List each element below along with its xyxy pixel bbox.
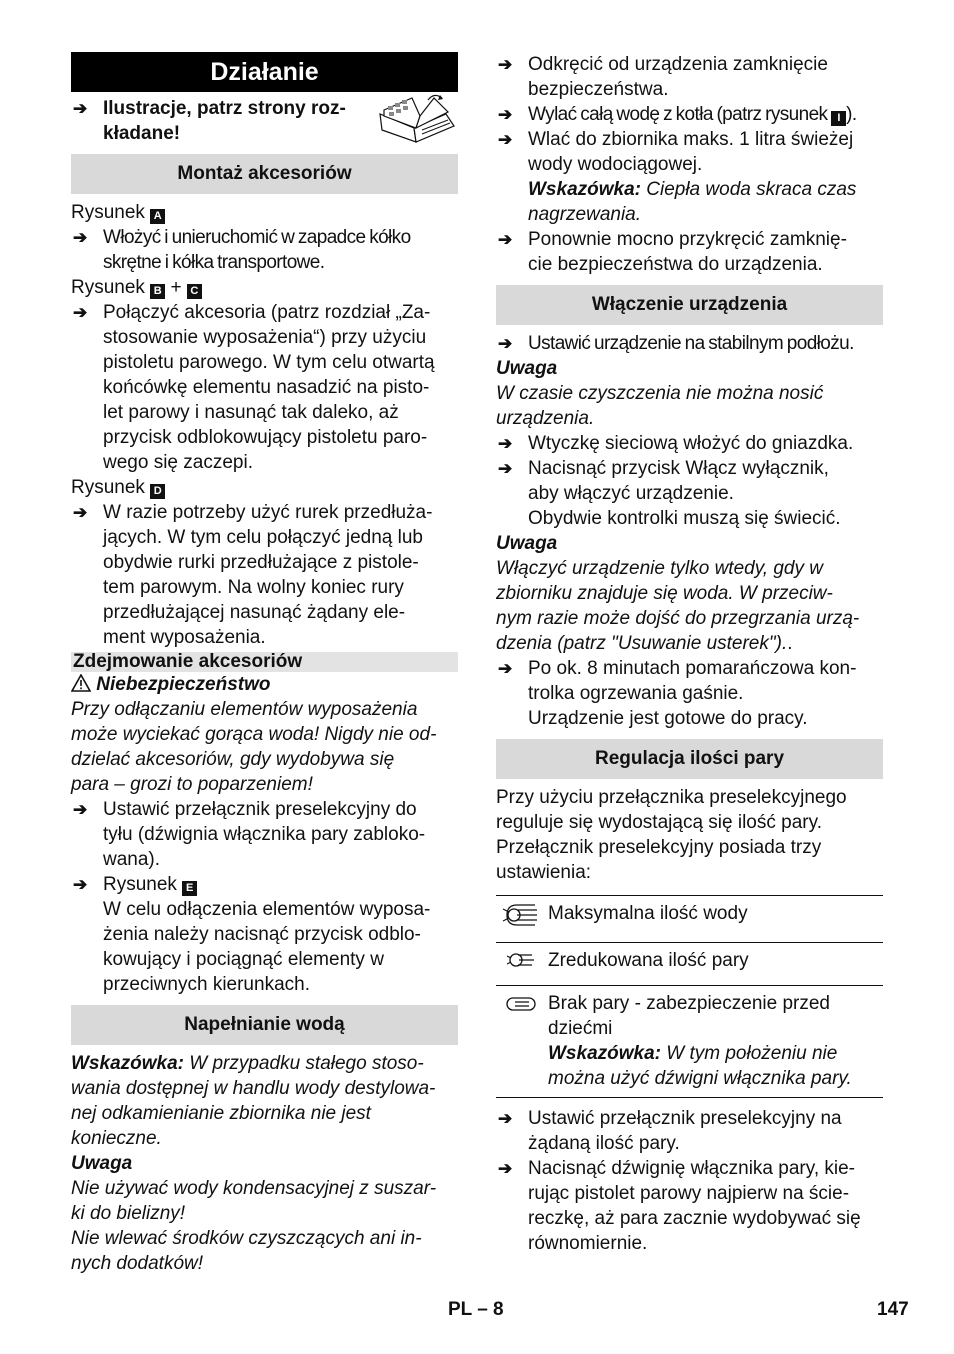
bullet	[71, 225, 458, 275]
text-line: W celu odłączenia elementów wyposa-	[103, 899, 431, 920]
text-line: Ilustracje, patrz strony roz-	[103, 98, 346, 119]
uwaga-text	[496, 556, 883, 656]
bullet	[496, 227, 883, 277]
text-line: W czasie czyszczenia nie można nosić	[496, 383, 824, 404]
hint-label: Wskazówka:	[71, 1053, 184, 1074]
settings-table	[496, 895, 883, 1098]
text-line: kładane!	[103, 123, 181, 144]
bullet	[71, 872, 458, 997]
regul-header: Regulacja ilości pary	[496, 739, 883, 779]
uwaga-heading: Uwaga	[496, 533, 558, 554]
icon-cell	[496, 943, 546, 986]
wlacz-header: Włączenie urządzenia	[496, 285, 883, 325]
text-line: kowujący i pociągnąć elementy w	[103, 949, 384, 970]
text: Wtyczkę sieciową włożyć do gniazdka.	[528, 433, 854, 454]
bullet	[71, 797, 458, 872]
text-line: przycisk odblokowujący pistoletu paro-	[103, 427, 428, 448]
illustrations-note	[71, 96, 458, 146]
uwaga-text	[71, 1176, 458, 1276]
table-row	[496, 943, 883, 986]
text-line: Nacisnąć dźwignię włącznika pary, kie-	[528, 1158, 855, 1179]
text-line: może wyciekać gorąca woda! Nigdy nie od-	[71, 724, 437, 745]
figure-box: E	[182, 881, 197, 896]
figure-box: I	[831, 111, 846, 126]
text-line: Urządzenie jest gotowe do pracy.	[528, 708, 808, 729]
bullet	[496, 102, 883, 127]
text: .	[787, 633, 793, 654]
text-line: tyłu (dźwignia włącznika pary zabloko-	[103, 824, 426, 845]
text-line: Obydwie kontrolki muszą się świecić.	[528, 508, 841, 529]
icon-cell	[496, 896, 546, 943]
text-line: nej odkamienianie zbiornika nie jest	[71, 1103, 371, 1124]
bullet	[496, 127, 883, 227]
text-line: Ponownie mocno przykręcić zamknię-	[528, 229, 847, 250]
text-line: Po ok. 8 minutach pomarańczowa kon-	[528, 658, 857, 679]
text-line: cie bezpieczeństwa do urządzenia.	[528, 254, 823, 275]
bullet	[496, 331, 883, 356]
text: Ustawić urządzenie na stabilnym podłożu.	[528, 333, 854, 354]
text-line: ment wyposażenia.	[103, 627, 266, 648]
text-line: W tym położeniu nie	[660, 1043, 838, 1064]
text: Rysunek	[71, 477, 145, 498]
text-line: wania dostępnej w handlu wody destylowa-	[71, 1078, 436, 1099]
montaz-header: Montaż akcesoriów	[71, 154, 458, 194]
text-line: ki do bielizny!	[71, 1203, 186, 1224]
table-row	[496, 986, 883, 1098]
reduced-steam-icon	[504, 948, 538, 972]
text-line: W przypadku stałego stoso-	[183, 1053, 424, 1074]
setting-text: Zredukowana ilość pary	[546, 943, 883, 986]
text-line: Nie wlewać środków czyszczących ani in-	[71, 1228, 422, 1249]
bullet	[71, 96, 368, 146]
text-line: Nacisnąć przycisk Włącz wyłącznik,	[528, 458, 829, 479]
open-book-icon	[376, 92, 458, 144]
text-line: urządzenia.	[496, 408, 595, 429]
text-line: stosowanie wyposażenia“) przy użyciu	[103, 327, 427, 348]
text-line: wego się zaczepi.	[103, 452, 253, 473]
warning-icon	[71, 674, 91, 692]
right-column	[496, 52, 883, 1256]
table-row	[496, 896, 883, 943]
uwaga-heading: Uwaga	[496, 358, 558, 379]
text-line: nagrzewania.	[528, 204, 642, 225]
danger-heading	[71, 672, 458, 697]
text-line: tem parowym. Na wolny koniec rury	[103, 577, 404, 598]
bullet	[496, 656, 883, 731]
figure-box: A	[150, 209, 165, 224]
text-line: ustawienia:	[496, 862, 592, 883]
text-line: let parowy i nasunąć tak daleko, aż	[103, 402, 399, 423]
text: Rysunek	[103, 874, 177, 895]
text-line: W razie potrzeby użyć rurek przedłuża-	[103, 502, 433, 523]
hint-label: Wskazówka:	[528, 179, 641, 200]
text-line: można użyć dźwigni włącznika pary.	[548, 1068, 852, 1089]
text-line: Ustawić przełącznik preselekcyjny do	[103, 799, 417, 820]
text: Niebezpieczeństwo	[96, 674, 271, 695]
text-line: Przy odłączaniu elementów wyposażenia	[71, 699, 418, 720]
text-line: nym razie może dojść do przegrzania urzą-	[496, 608, 860, 629]
text-line: Wlać do zbiornika maks. 1 litra świeżej	[528, 129, 854, 150]
bullet	[496, 1106, 883, 1156]
bullet	[496, 1156, 883, 1256]
setting-text: Maksymalna ilość wody	[546, 896, 883, 943]
text-line: Brak pary - zabezpieczenie przed	[548, 993, 830, 1014]
text-line: jących. W tym celu połączyć jedną lub	[103, 527, 423, 548]
text-line: Ustawić przełącznik preselekcyjny na	[528, 1108, 842, 1129]
text-line: Ciepła woda skraca czas	[640, 179, 857, 200]
hint-label: Wskazówka:	[548, 1043, 661, 1064]
text-line: przeciwnych kierunkach.	[103, 974, 310, 995]
figure-box: B	[150, 284, 165, 299]
text-line: Nie używać wody kondensacyjnej z suszar-	[71, 1178, 437, 1199]
text-line: obydwie rurki przedłużające z pistole-	[103, 552, 419, 573]
hint	[71, 1051, 458, 1151]
text-line: skrętne i kółka transportowe.	[103, 252, 325, 273]
page-number: 147	[877, 1299, 909, 1320]
napel-header: Napełnianie wodą	[71, 1005, 458, 1045]
uwaga-heading: Uwaga	[71, 1153, 133, 1174]
text-line: równomiernie.	[528, 1233, 648, 1254]
figure-ref	[71, 275, 458, 300]
uwaga-text	[496, 381, 883, 431]
bullet	[71, 500, 458, 650]
text-line: aby włączyć urządzenie.	[528, 483, 734, 504]
text: Rysunek	[71, 277, 145, 298]
zdejm-header: Zdejmowanie akcesoriów	[71, 652, 458, 672]
text-line: Połączyć akcesoria (patrz rozdział „Za-	[103, 302, 431, 323]
text-line: dzielać akcesoriów, gdy wydobywa się	[71, 749, 395, 770]
text-line: przedłużającej nasunąć żądany ele-	[103, 602, 406, 623]
text-line: reguluje się wydostającą się ilość pary.	[496, 812, 822, 833]
section-title: Działanie	[71, 52, 458, 92]
bullet	[71, 300, 458, 475]
text-line: trolka ogrzewania gaśnie.	[528, 683, 744, 704]
text-line: pistoletu parowego. W tym celu otwartą	[103, 352, 435, 373]
setting-text	[546, 986, 883, 1098]
text-line: dzenia (patrz "Usuwanie usterek").	[496, 633, 788, 654]
text-line: Włożyć i unieruchomić w zapadce kółko	[103, 227, 411, 248]
figure-ref	[71, 200, 458, 225]
text-line: wody wodociągowej.	[528, 154, 703, 175]
left-column	[71, 52, 458, 1276]
no-steam-icon	[503, 991, 539, 1017]
intro-text	[496, 785, 883, 885]
text: Rysunek	[71, 202, 145, 223]
text: +	[170, 277, 182, 298]
text-line: końcówkę elementu nasadzić na pisto-	[103, 377, 430, 398]
figure-ref	[71, 475, 458, 500]
bullet	[496, 431, 883, 456]
text: ).	[846, 104, 857, 125]
text-line: dziećmi	[548, 1018, 613, 1039]
max-steam-icon	[501, 901, 541, 929]
text-line: para – grozi to poparzeniem!	[71, 774, 313, 795]
text: Wylać całą wodę z kotła (patrz rysunek	[528, 104, 828, 125]
danger-text	[71, 697, 458, 797]
text-line: nych dodatków!	[71, 1253, 204, 1274]
text-line: bezpieczeństwa.	[528, 79, 669, 100]
text-line: żądaną ilość pary.	[528, 1133, 680, 1154]
text-line: wana).	[103, 849, 161, 870]
figure-box: D	[150, 484, 165, 499]
text-line: rując pistolet parowy najpierw na ście-	[528, 1183, 850, 1204]
page-label: PL – 8	[448, 1299, 504, 1320]
text-line: reczkę, aż para zacznie wydobywać się	[528, 1208, 861, 1229]
text-line: Odkręcić od urządzenia zamknięcie	[528, 54, 828, 75]
text-line: Włączyć urządzenie tylko wtedy, gdy w	[496, 558, 823, 579]
text-line: Przy użyciu przełącznika preselekcyjnego	[496, 787, 847, 808]
text-line: Przełącznik preselekcyjny posiada trzy	[496, 837, 822, 858]
icon-cell	[496, 986, 546, 1098]
text-line: konieczne.	[71, 1128, 162, 1149]
text-line: zbiorniku znajduje się woda. W przeciw-	[496, 583, 833, 604]
figure-box: C	[187, 284, 202, 299]
bullet	[496, 52, 883, 102]
bullet	[496, 456, 883, 531]
text-line: żenia należy nacisnąć przycisk odblo-	[103, 924, 421, 945]
